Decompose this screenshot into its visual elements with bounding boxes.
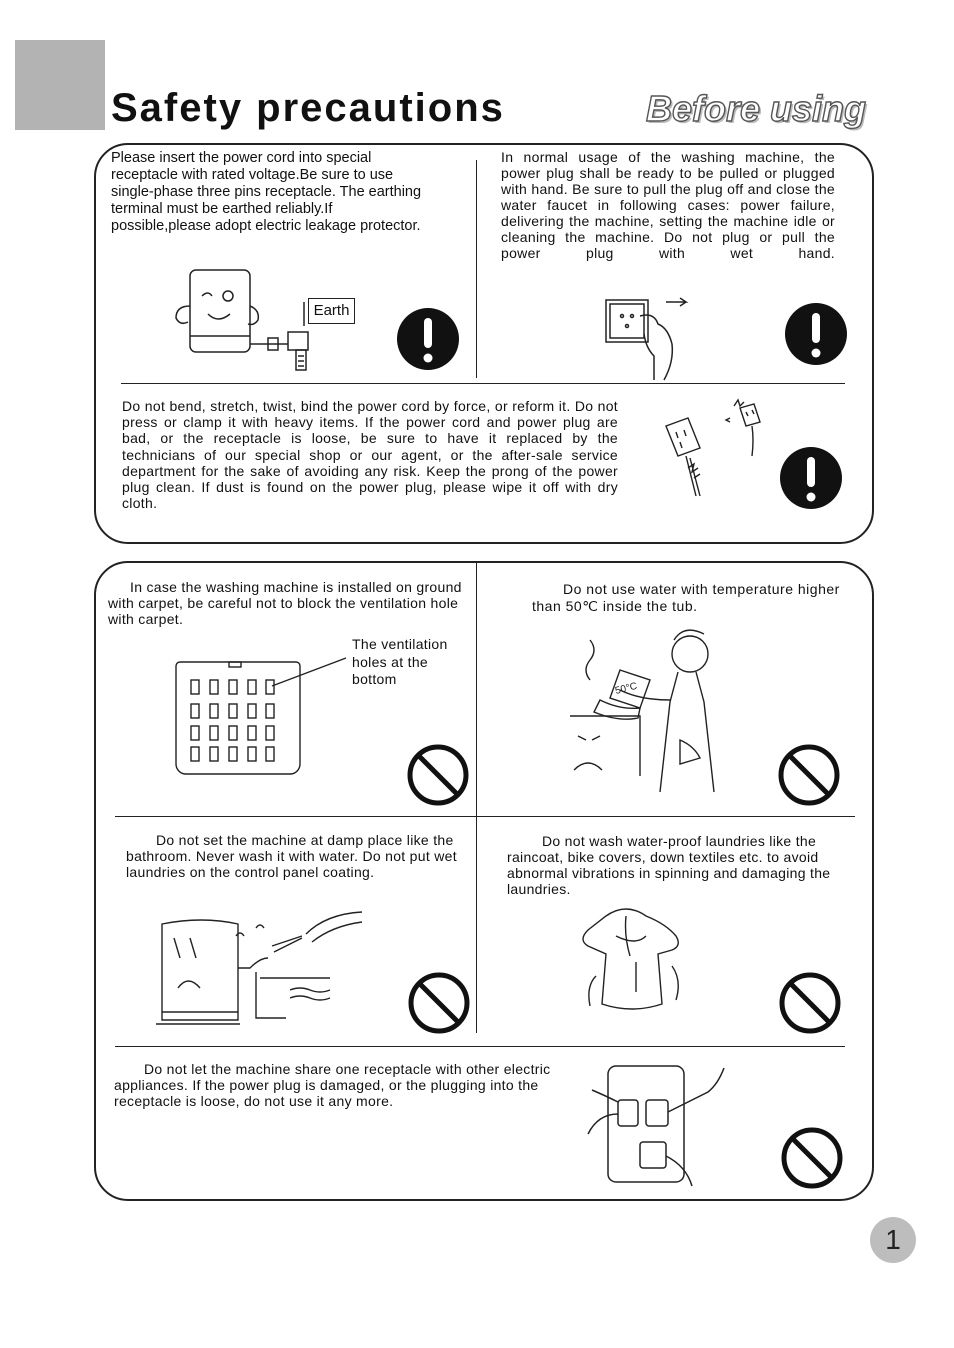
plug-usage-instruction: In normal usage of the washing machine, the power plug shall be ready to be pulled or plugged with hand. Be sure to pull the plug off and close the water faucet in following cases: power failure, delivering the machine, setting the machine idle or cleaning the machine. Do not plug or pull the power plug with wet hand. — [501, 149, 835, 261]
water-temperature-instruction: Do not use water with temperature higher than 50℃ inside the tub. — [532, 581, 840, 614]
overloaded-socket-illustration — [586, 1060, 726, 1194]
header-gray-block — [15, 40, 105, 130]
page-number: 1 — [885, 1224, 901, 1255]
machine-sprayed-illustration — [156, 908, 366, 1028]
cord-damage-instruction: Do not bend, stretch, twist, bind the power cord by force, or reform it. Do not press or clamp it with heavy items. If the power cord and power plug are bad, or the receptacle is loose, be sure to have it replaced by the technicians of our special shop or our agent, or the after-sale service department for the sake of avoiding any risk. Keep the prong of the power plug clean. If dust is found on the power plug, please wipe it off with dry cloth. — [122, 398, 618, 512]
panel1-divider-horizontal — [121, 383, 845, 384]
hot-water-pouring-illustration — [560, 620, 720, 796]
hand-pulling-plug-illustration — [604, 294, 694, 384]
panel2-divider-horizontal-2 — [115, 1046, 845, 1047]
prohibition-icon — [781, 1127, 843, 1189]
section-title: Before using — [646, 88, 867, 129]
exclamation-icon — [780, 447, 842, 509]
panel2-divider-vertical — [476, 563, 477, 1033]
prohibition-icon — [408, 972, 470, 1034]
prohibition-icon — [778, 744, 840, 806]
panel1-divider-vertical — [476, 160, 477, 378]
prohibition-icon — [407, 744, 469, 806]
exclamation-icon — [397, 308, 459, 370]
ventilation-label: The ventilation holes at the bottom — [352, 636, 448, 687]
ventilation-holes-illustration — [176, 660, 376, 776]
page-title: Safety precautions — [111, 86, 505, 130]
raincoat-illustration — [576, 906, 696, 1016]
damaged-plug-illustration — [660, 398, 770, 502]
prohibition-icon — [779, 972, 841, 1034]
power-cord-instruction: Please insert the power cord into special receptacle with rated voltage.Be sure to use single-phase three pins receptacle. The earthing terminal must be earthed reliably.If possible,please adopt electric leakage protector. — [111, 150, 422, 234]
carpet-instruction: In case the washing machine is installed on ground with carpet, be careful not to block the ventilation hole with carpet. — [108, 579, 462, 627]
panel2-divider-horizontal-1 — [115, 816, 855, 817]
waterproof-laundry-instruction: Do not wash water-proof laundries like the raincoat, bike covers, down textiles etc. to avoid abnormal vibrations in spinning and damaging the laundries. — [507, 833, 831, 897]
temperature-tag: 50°C — [614, 680, 639, 697]
exclamation-icon — [785, 303, 847, 365]
earth-label: Earth — [308, 298, 355, 324]
shared-receptacle-instruction: Do not let the machine share one receptacle with other electric appliances. If the power plug is damaged, or the plugging into the receptacle is loose, do not use it any more. — [114, 1061, 551, 1109]
damp-place-instruction: Do not set the machine at damp place like the bathroom. Never wash it with water. Do not put wet laundries on the control panel coating. — [126, 832, 457, 880]
